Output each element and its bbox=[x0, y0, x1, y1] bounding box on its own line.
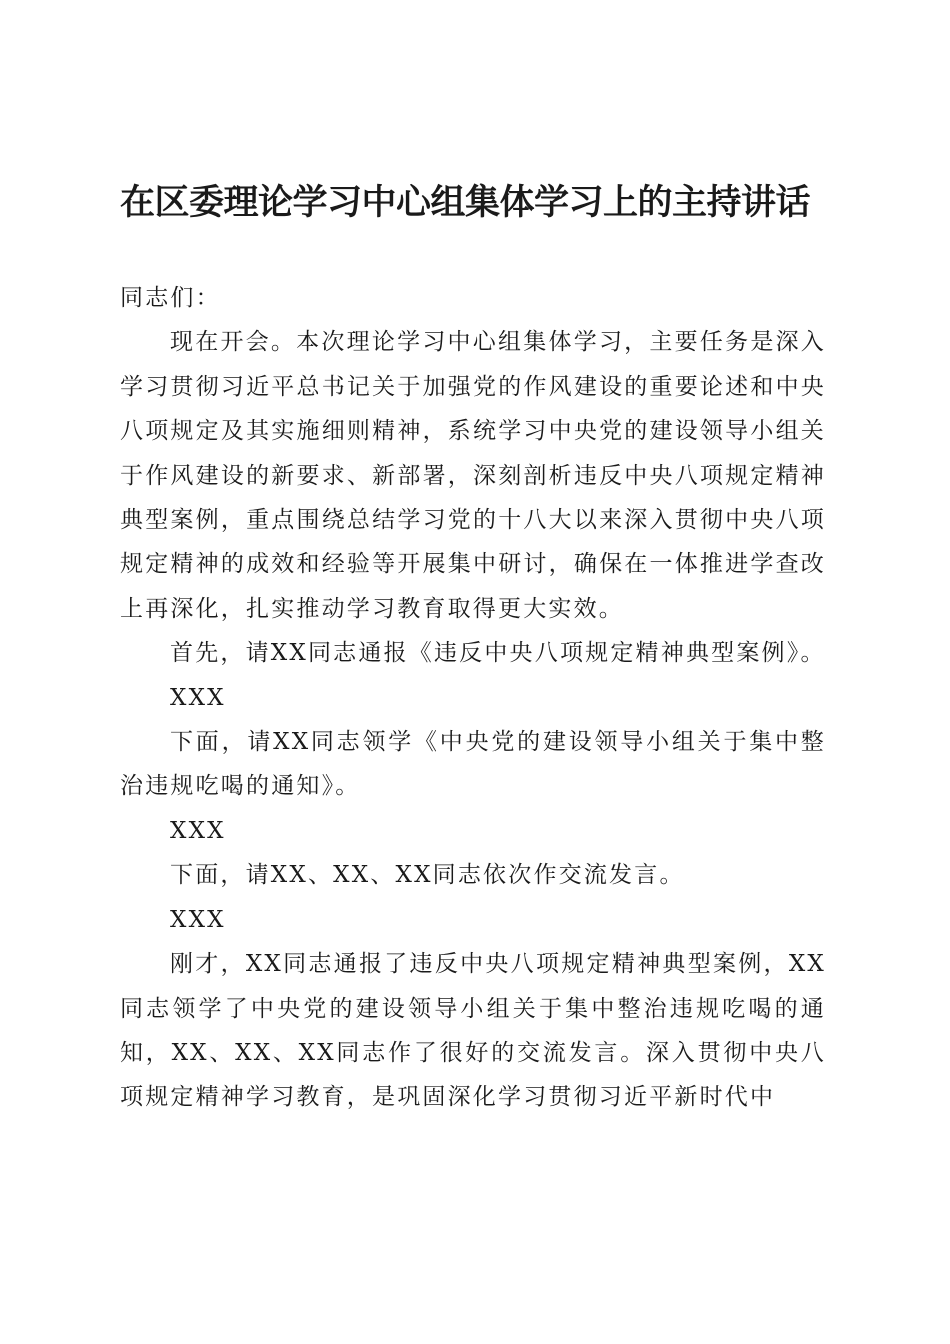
placeholder-xxx: XXX bbox=[170, 817, 226, 844]
placeholder-xxx: XXX bbox=[170, 906, 226, 933]
salutation: 同志们： bbox=[120, 285, 221, 311]
paragraph-second-item: 下面，请XX同志领学《中央党的建设领导小组关于集中整治违规吃喝的通知》。 bbox=[120, 729, 826, 800]
document-title: 在区委理论学习中心组集体学习上的主持讲话 bbox=[120, 182, 811, 223]
paragraph-third-item: 下面，请XX、XX、XX同志依次作交流发言。 bbox=[170, 862, 685, 889]
paragraph-first-item: 首先，请XX同志通报《违反中央八项规定精神典型案例》。 bbox=[170, 640, 826, 667]
document-page bbox=[120, 178, 826, 1111]
paragraph-summary: 刚才，XX同志通报了违反中央八项规定精神典型案例，XX同志领学了中央党的建设领导小组关于集中整治违规吃喝的通知，XX、XX、XX同志作了很好的交流发言。深入贯彻中央八项规定精神学习教育，是巩固深化学习贯彻习近平新时代中 bbox=[120, 951, 826, 1111]
paragraph-opening: 现在开会。本次理论学习中心组集体学习，主要任务是深入学习贯彻习近平总书记关于加强党的作风建设的重要论述和中央八项规定及其实施细则精神，系统学习中央党的建设领导小组关于作风建设的新要求、新部署，深刻剖析违反中央八项规定精神典型案例，重点围绕总结学习党的十八大以来深入贯彻中央八项规定精神的成效和经验等开展集中研讨，确保在一体推进学查改上再深化，扎实推动学习教育取得更大实效。 bbox=[120, 329, 826, 622]
document-body bbox=[120, 276, 826, 1120]
placeholder-xxx: XXX bbox=[170, 684, 226, 711]
